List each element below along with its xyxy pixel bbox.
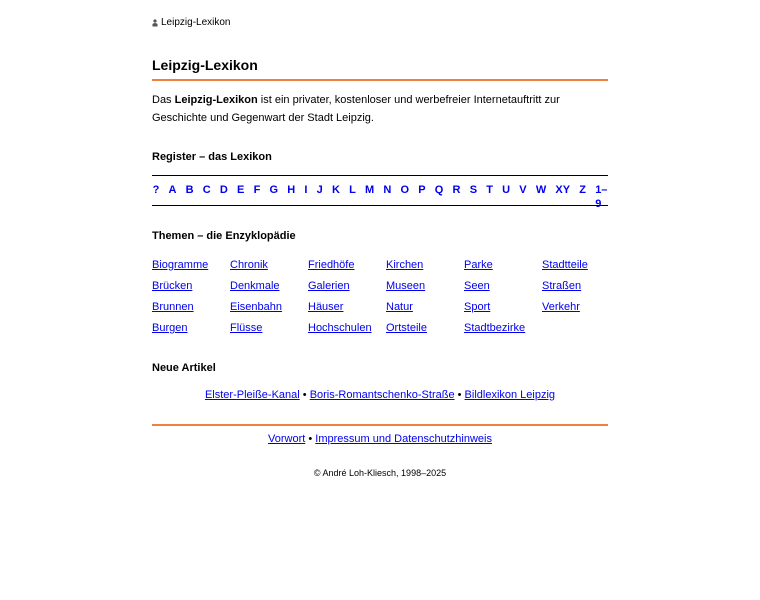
theme-link[interactable]: Chronik (230, 259, 268, 271)
register-letter-link[interactable]: A (168, 184, 177, 196)
theme-cell (386, 258, 464, 272)
theme-link[interactable]: Stadtbezirke (464, 322, 526, 334)
new-article-link[interactable]: Boris-Romantschenko-Straße (309, 389, 455, 401)
theme-link[interactable]: Straßen (542, 280, 582, 292)
theme-cell (308, 321, 386, 335)
separator: • (305, 433, 316, 445)
register-letter-link[interactable]: O (400, 184, 410, 196)
register-letter-link[interactable]: M (365, 184, 375, 196)
theme-cell (542, 300, 620, 314)
register-letter-link[interactable]: W (535, 184, 547, 196)
intro-suffix: ist ein privater, kostenloser und werbefreier Internetauftritt zur Geschichte und Gegenwart der Stadt Leipzig. (152, 94, 560, 124)
theme-cell (230, 300, 308, 314)
register-letter-link[interactable]: I (304, 184, 308, 196)
theme-link[interactable]: Brücken (152, 280, 193, 292)
theme-cell (386, 279, 464, 293)
alphabet-index (152, 183, 608, 211)
register-letter-link[interactable]: S (469, 184, 478, 196)
theme-link[interactable]: Biogramme (152, 259, 209, 271)
theme-cell (464, 300, 542, 314)
divider (152, 79, 608, 81)
new-article-link[interactable]: Bildlexikon Leipzig (464, 389, 556, 401)
register-letter-link[interactable]: U (502, 184, 511, 196)
theme-link[interactable]: Stadtteile (542, 259, 588, 271)
theme-cell (308, 300, 386, 314)
theme-cell (464, 279, 542, 293)
footer-link[interactable]: Vorwort (268, 433, 306, 445)
register-letter-link[interactable]: Z (579, 184, 586, 196)
register-letter-link[interactable]: E (237, 184, 245, 196)
themes-grid (152, 258, 608, 335)
theme-cell (308, 279, 386, 293)
home-icon (152, 19, 158, 27)
theme-cell (152, 300, 230, 314)
site-name[interactable]: Leipzig-Lexikon (161, 17, 231, 28)
register-bottom-divider (152, 205, 608, 206)
register-letter-link[interactable]: C (202, 184, 211, 196)
theme-cell (230, 279, 308, 293)
theme-cell (230, 321, 308, 335)
theme-link[interactable]: Häuser (308, 301, 344, 313)
theme-cell (308, 258, 386, 272)
register-letter-link[interactable]: K (331, 184, 340, 196)
theme-link[interactable]: Galerien (308, 280, 350, 292)
new-articles-list (152, 388, 608, 402)
theme-link[interactable]: Museen (386, 280, 426, 292)
theme-cell (542, 279, 620, 293)
register-letter-link[interactable]: H (287, 184, 296, 196)
separator: • (454, 389, 465, 401)
themes-heading: Themen – die Enzyklopädie (152, 230, 296, 242)
copyright: © André Loh-Kliesch, 1998–2025 (313, 468, 447, 478)
footer-divider (152, 424, 608, 426)
theme-link[interactable]: Kirchen (386, 259, 424, 271)
register-letter-link[interactable]: G (269, 184, 279, 196)
register-letter-link[interactable]: P (418, 184, 426, 196)
theme-link[interactable]: Flüsse (230, 322, 263, 334)
theme-cell (542, 321, 620, 335)
page-title: Leipzig-Lexikon (152, 57, 258, 73)
theme-cell (464, 258, 542, 272)
theme-link[interactable]: Sport (464, 301, 491, 313)
intro-bold: Leipzig-Lexikon (174, 94, 258, 106)
register-letter-link[interactable]: N (383, 184, 392, 196)
register-letter-link[interactable]: Q (434, 184, 444, 196)
register-top-divider (152, 175, 608, 176)
theme-link[interactable]: Verkehr (542, 301, 580, 313)
theme-link[interactable]: Natur (386, 301, 413, 313)
register-letter-link[interactable]: ? (152, 184, 160, 196)
new-articles-heading: Neue Artikel (152, 362, 216, 374)
separator: • (299, 389, 310, 401)
register-letter-link[interactable]: 1–9 (595, 184, 608, 210)
register-letter-link[interactable]: B (185, 184, 194, 196)
theme-cell (152, 258, 230, 272)
theme-link[interactable]: Ortsteile (386, 322, 427, 334)
theme-cell (542, 258, 620, 272)
register-letter-link[interactable]: D (219, 184, 228, 196)
theme-link[interactable]: Burgen (152, 322, 188, 334)
register-letter-link[interactable]: V (519, 184, 527, 196)
theme-link[interactable]: Denkmale (230, 280, 280, 292)
register-heading: Register – das Lexikon (152, 151, 272, 163)
register-letter-link[interactable]: J (316, 184, 323, 196)
theme-link[interactable]: Seen (464, 280, 490, 292)
new-article-link[interactable]: Elster-Pleiße-Kanal (204, 389, 300, 401)
intro-text (152, 91, 608, 127)
theme-link[interactable]: Parke (464, 259, 493, 271)
theme-cell (230, 258, 308, 272)
theme-cell (386, 321, 464, 335)
register-letter-link[interactable]: T (486, 184, 493, 196)
register-letter-link[interactable]: XY (555, 184, 571, 196)
register-letter-link[interactable]: L (349, 184, 356, 196)
footer-links (152, 432, 608, 446)
theme-cell (464, 321, 542, 335)
theme-link[interactable]: Brunnen (152, 301, 194, 313)
intro-prefix: Das (152, 94, 175, 106)
theme-link[interactable]: Friedhöfe (308, 259, 355, 271)
theme-link[interactable]: Hochschulen (308, 322, 372, 334)
theme-cell (152, 321, 230, 335)
theme-link[interactable]: Eisenbahn (230, 301, 282, 313)
register-letter-link[interactable]: R (452, 184, 461, 196)
theme-cell (152, 279, 230, 293)
site-header[interactable] (152, 17, 231, 29)
register-letter-link[interactable]: F (253, 184, 261, 196)
footer-link[interactable]: Impressum und Datenschutzhinweis (315, 433, 492, 445)
theme-cell (386, 300, 464, 314)
